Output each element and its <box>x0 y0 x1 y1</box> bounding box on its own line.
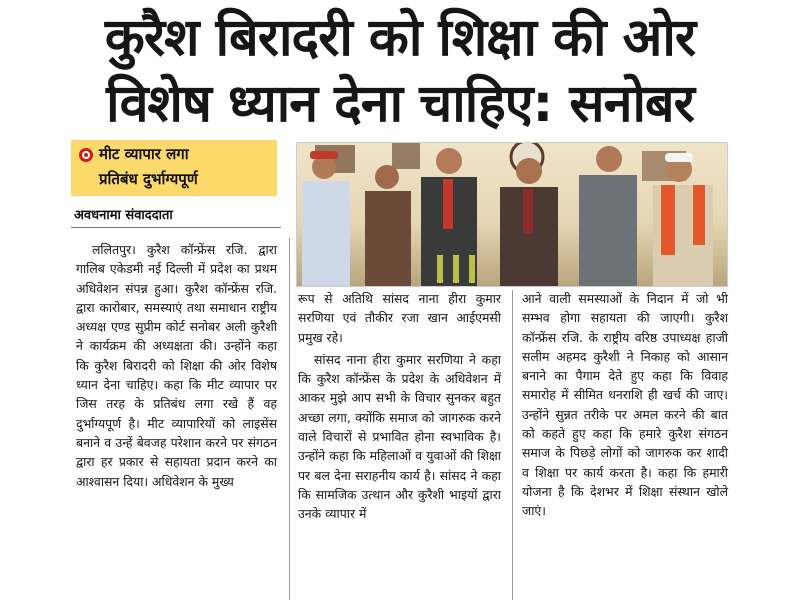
article-paragraph: रूप से अतिथि सांसद नाना हीरा कुमार सरणिया एवं तौकीर रजा खान आईएमसी प्रमुख रहे। <box>298 291 501 345</box>
highlight-line-1: मीट व्यापार लगा <box>99 145 189 163</box>
article-column-3 <box>522 289 728 521</box>
headline-line-1: कुरैश बिरादरी को शिक्षा की ओर <box>104 8 696 68</box>
article-paragraph: आने वाली समस्याओं के निदान में जो भी सम्भव होगा सहायता की जाएगी। कुरैश कॉन्फ्रेंस रजि. के राष्ट्रीय वरिष्ठ उपाध्यक्ष हाजी सलीम अहमद कुरैशी ने निकाह को आसान बनाने का पैगाम देते हुए कहा कि विवाह समारोह में सीमित धनराशि ही खर्च की जाए। उन्होंने सुन्नत तरीके पर अमल करने की बात को कहते हुए कहा कि हमारे कुरैश संगठन समाज के पिछड़े लोगों को जागरुक कर शादी व शिक्षा पर कार्य करता है। कहा कि हमारी योजना है कि देशभर में शिक्षा संस्थान खोले जाएं। <box>522 291 728 519</box>
article-column-1 <box>76 240 277 491</box>
red-bullet-icon <box>79 148 93 162</box>
article-paragraph: ललितपुर। कुरैश कॉन्फ्रेंस रजि. द्वारा गालिब एकेडमी नई दिल्ली में प्रदेश का प्रथम अधिवेशन संपन्न हुआ। कुरैश कॉन्फ्रेंस रजि. द्वारा कारोबार, समस्याएं तथा समाधान राष्ट्रीय अध्यक्ष एण्ड सुप्रीम कोर्ट सनोबर अली कुरैशी ने कार्यक्रम की अध्यक्षता की। उन्होंने कहा कि कुरैश बिरादरी को शिक्षा की ओर विशेष ध्यान देना चाहिए। कहा कि मीट व्यापार पर जिस तरह के प्रतिबंध लगा रखे हैं वह दुर्भाग्यपूर्ण है। मीट व्यापारियों को लाइसेंस बनाने व उन्हें बेवजह परेशान करने पर संगठन द्वारा हर प्रकार से सहायता प्रदान करने का आश्वासन दिया। अधिवेशन के मुख्य <box>76 242 277 489</box>
highlight-box <box>71 140 277 196</box>
byline-divider <box>71 227 281 228</box>
column-divider-2 <box>512 290 513 600</box>
group-photo-icon <box>297 143 727 286</box>
highlight-line-2: प्रतिबंध दुर्भाग्यपूर्ण <box>99 170 198 188</box>
byline: अवधनामा संवाददाता <box>74 208 173 223</box>
headline-line-2: विशेष ध्यान देना चाहिए: सनोबर <box>106 74 694 134</box>
column-divider-1 <box>289 238 290 600</box>
group-photo <box>296 142 728 287</box>
article-column-2 <box>298 289 501 524</box>
article-paragraph: सांसद नाना हीरा कुमार सरणिया ने कहा कि कुरैश कॉन्फ्रेंस के प्रदेश के अधिवेशन में आकर मुझे आप सभी के विचार सुनकर बहुत अच्छा लगा, क्योंकि समाज को जागरुक करने वाले विचारों से प्रभावित होना स्वभाविक है। उन्होंने कहा कि महिलाओं व युवाओं की शिक्षा पर बल देना सराहनीय कार्य है। सांसद ने कहा कि सामजिक उत्थान और कुरैशी भाइयों द्वारा उनके व्यापार में <box>298 351 501 522</box>
